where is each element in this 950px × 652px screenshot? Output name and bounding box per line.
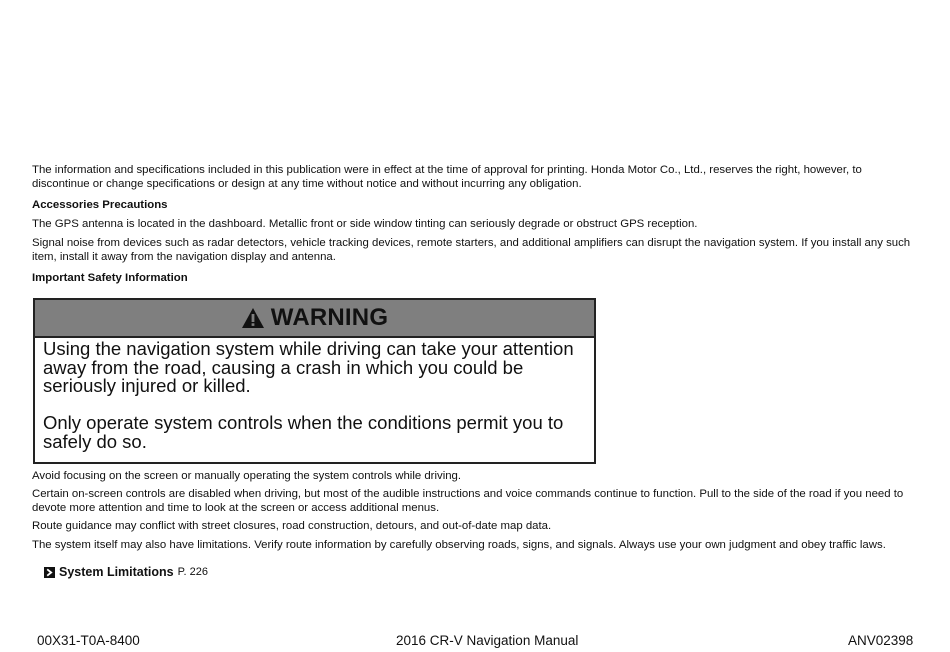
accessories-paragraph-noise: Signal noise from devices such as radar detectors, vehicle tracking devices, remote starters, and additional amplifiers can disrupt the navigation system. If you install any such item, install it away from the navigation display and antenna.	[32, 237, 911, 263]
safety-paragraph-avoid: Avoid focusing on the screen or manually operating the system controls while driving.	[32, 470, 462, 482]
footer-revision-code: ANV02398	[848, 633, 914, 648]
accessories-heading: Accessories Precautions	[32, 199, 168, 211]
accessories-paragraph-gps: The GPS antenna is located in the dashboard. Metallic front or side window tinting can seriously degrade or obstruct GPS reception.	[32, 218, 698, 230]
warning-text-operate: Only operate system controls when the conditions permit you to safely do so.	[43, 412, 564, 452]
safety-paragraph-route: Route guidance may conflict with street closures, road construction, detours, and out-of-date map data.	[32, 520, 552, 532]
warning-box	[33, 298, 596, 464]
warning-text-distraction: Using the navigation system while driving can take your attention away from the road, causing a crash in which you could be seriously injured or killed.	[43, 338, 574, 396]
warning-triangle-icon	[241, 307, 265, 329]
warning-body	[35, 338, 594, 451]
safety-heading: Important Safety Information	[32, 272, 188, 284]
system-limitations-page: P. 226	[177, 566, 209, 578]
safety-paragraph-limitations: The system itself may also have limitations. Verify route information by carefully observing roads, signs, and signals. Always use your own judgment and obey traffic laws.	[32, 539, 886, 551]
system-limitations-link[interactable]	[44, 565, 208, 580]
footer-manual-title: 2016 CR-V Navigation Manual	[396, 633, 579, 648]
warning-title: WARNING	[270, 304, 389, 331]
system-limitations-label: System Limitations	[59, 565, 174, 579]
warning-header	[35, 300, 594, 338]
safety-paragraph-controls: Certain on-screen controls are disabled when driving, but most of the audible instructions and voice commands continue to function. Pull to the side of the road if you need to devote more attention and time to look at the screen or access additional menus.	[32, 488, 904, 514]
intro-paragraph: The information and specifications included in this publication were in effect at the time of approval for printing. Honda Motor Co., Ltd., reserves the right, however, to discontinue or change specifications or design at any time without notice and without incurring any obligation.	[32, 164, 862, 190]
arrow-right-icon	[44, 567, 55, 578]
footer-document-code: 00X31-T0A-8400	[37, 633, 140, 648]
